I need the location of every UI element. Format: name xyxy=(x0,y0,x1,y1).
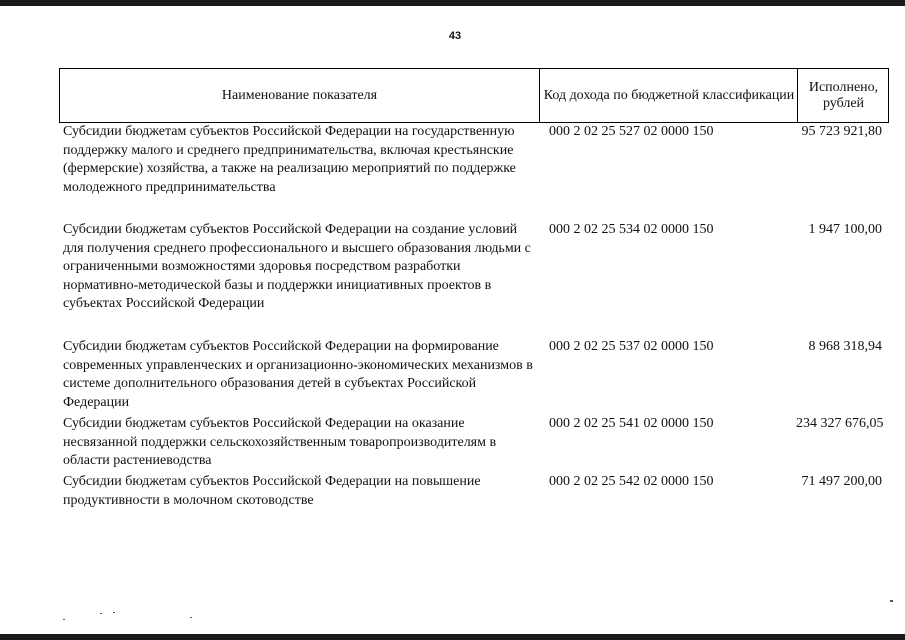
table-header xyxy=(59,68,889,123)
row-name: Субсидии бюджетам субъектов Российской Федерации на оказание несвязанной поддержки сельскохозяйственным товаропроизводителям в области растениеводства xyxy=(63,416,497,468)
row-name: Субсидии бюджетам субъектов Российской Федерации на создание условий для получения среднего профессионального и высшего образования людьми с ограниченными возможностями здоровья посредством разработки нормативно-методической базы и поддержки инициативных проектов в субъектах Российской Федерации xyxy=(63,222,531,311)
row-amount: 8 968 318,94 xyxy=(808,339,882,354)
scan-top-border xyxy=(0,0,905,6)
row-code: 000 2 02 25 537 02 0000 150 xyxy=(549,339,714,354)
header-amount: Исполнено, рублей xyxy=(797,69,889,122)
row-code: 000 2 02 25 541 02 0000 150 xyxy=(549,416,714,431)
scan-speck xyxy=(890,600,893,602)
row-name: Субсидии бюджетам субъектов Российской Федерации на формирование современных управленческих и организационно-экономических механизмов в системе дополнительного образования детей в субъектах Российской Федерации xyxy=(63,339,533,410)
scan-speck xyxy=(63,619,65,620)
row-amount: 1 947 100,00 xyxy=(808,222,882,237)
row-code: 000 2 02 25 527 02 0000 150 xyxy=(549,124,714,139)
row-name: Субсидии бюджетам субъектов Российской Федерации на государственную поддержку малого и среднего предпринимательства, включая крестьянские (фермерские) хозяйства, а также на реализацию мероприятий по поддержке молодежного предпринимательства xyxy=(63,124,516,195)
row-code: 000 2 02 25 542 02 0000 150 xyxy=(549,474,714,489)
scan-speck xyxy=(113,612,115,613)
scan-speck xyxy=(100,613,102,614)
row-amount: 71 497 200,00 xyxy=(801,474,882,489)
row-amount: 234 327 676,05 xyxy=(796,416,884,431)
scan-bottom-border xyxy=(0,634,905,640)
page-number: 43 xyxy=(448,30,462,42)
header-code: Код дохода по бюджетной классификации xyxy=(539,69,798,122)
header-name: Наименование показателя xyxy=(221,87,378,103)
row-name: Субсидии бюджетам субъектов Российской Федерации на повышение продуктивности в молочном скотоводстве xyxy=(63,474,481,508)
row-amount: 95 723 921,80 xyxy=(801,124,882,139)
row-code: 000 2 02 25 534 02 0000 150 xyxy=(549,222,714,237)
scan-speck xyxy=(190,617,192,618)
